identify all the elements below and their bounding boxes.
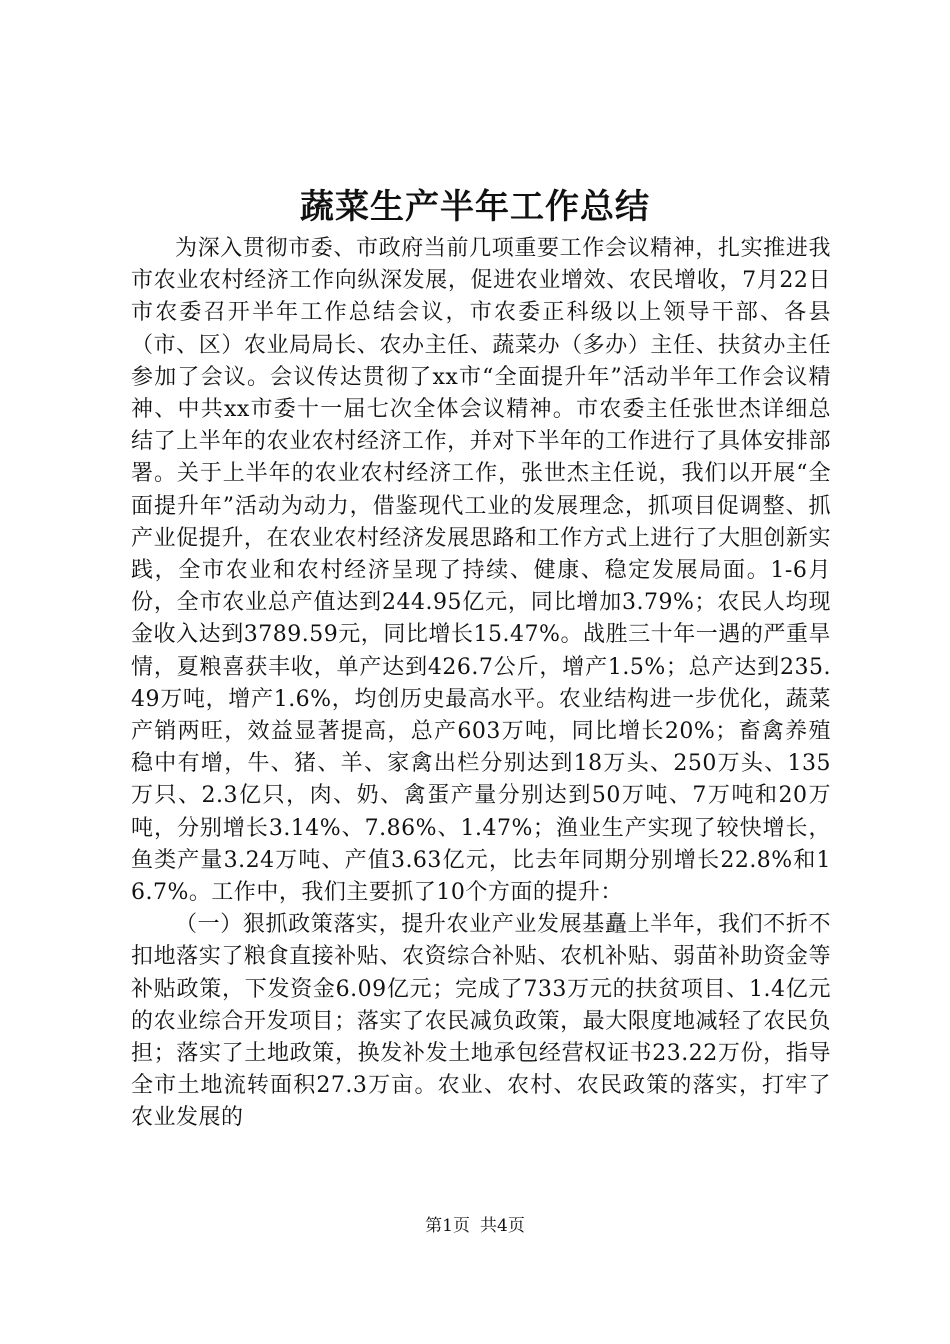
document-title: 蔬菜生产半年工作总结: [300, 187, 650, 227]
document-body: [131, 233, 831, 1135]
body-paragraph-1: 为深入贯彻市委、市政府当前几项重要工作会议精神，扎实推进我市农业农村经济工作向纵深发展，促进农业增效、农民增收，7月22日市农委召开半年工作总结会议，市农委正科级以上领导干部、各县（市、区）农业局局长、农办主任、蔬菜办（多办）主任、扶贫办主任参加了会议。会议传达贯彻了xx市“全面提升年”活动半年工作会议精神、中共xx市委十一届七次全体会议精神。市农委主任张世杰详细总结了上半年的农业农村经济工作，并对下半年的工作进行了具体安排部署。关于上半年的农业农村经济工作，张世杰主任说，我们以开展“全面提升年”活动为动力，借鉴现代工业的发展理念，抓项目促调整、抓产业促提升，在农业农村经济发展思路和工作方式上进行了大胆创新实践，全市农业和农村经济呈现了持续、健康、稳定发展局面。1-6月份，全市农业总产值达到244.95亿元，同比增加3.79%；农民人均现金收入达到3789.59元，同比增长15.47%。战胜三十年一遇的严重旱情，夏粮喜获丰收，单产达到426.7公斤，增产1.5%；总产达到235.49万吨，增产1.6%，均创历史最高水平。农业结构进一步优化，蔬菜产销两旺，效益显著提高，总产603万吨，同比增长20%；畜禽养殖稳中有增，牛、猪、羊、家禽出栏分别达到18万头、250万头、135万只、2.3亿只，肉、奶、禽蛋产量分别达到50万吨、7万吨和20万吨，分别增长3.14%、7.86%、1.47%；渔业生产实现了较快增长，鱼类产量3.24万吨、产值3.63亿元，比去年同期分别增长22.8%和16.7%。工作中，我们主要抓了10个方面的提升：: [131, 236, 831, 906]
page-footer: [0, 1214, 950, 1238]
page-number: 第1页: [425, 1216, 470, 1236]
page-total: 共4页: [480, 1216, 525, 1236]
body-paragraph-2: （一）狠抓政策落实，提升农业产业发展基矗上半年，我们不折不扣地落实了粮食直接补贴、农资综合补贴、农机补贴、弱苗补助资金等补贴政策，下发资金6.09亿元；完成了733万元的扶贫项目、1.4亿元的农业综合开发项目；落实了农民减负政策，最大限度地减轻了农民负担；落实了土地政策，换发补发土地承包经营权证书23.22万份，指导全市土地流转面积27.3万亩。农业、农村、农民政策的落实，打牢了农业发展的: [131, 912, 831, 1131]
